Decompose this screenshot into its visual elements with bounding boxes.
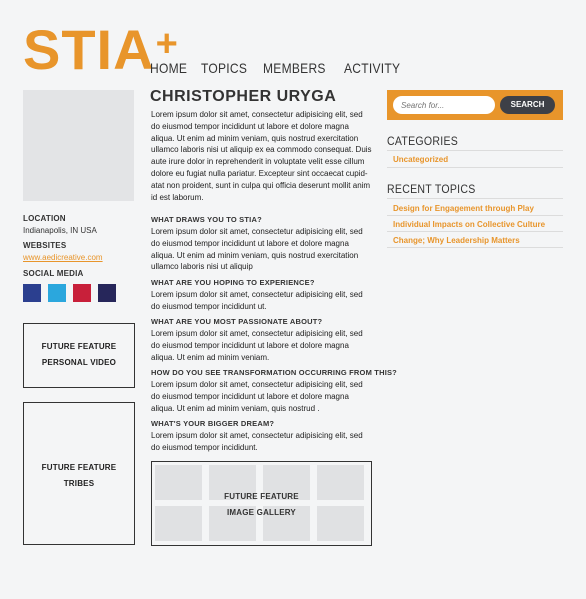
question-4: HOW DO YOU SEE TRANSFORMATION OCCURRING FROM THIS? <box>151 368 397 377</box>
question-2: WHAT ARE YOU HOPING TO EXPERIENCE? <box>151 278 315 287</box>
answer-2: Lorem ipsum dolor sit amet, consectetur adipisicing elit, sed do eiusmod tempor incididunt ut. <box>151 290 363 311</box>
logo-plus: + <box>155 23 179 65</box>
websites-label: WEBSITES <box>23 241 67 250</box>
nav-activity[interactable]: ACTIVITY <box>343 60 401 76</box>
answer-3: Lorem ipsum dolor sit amet, consectetur adipisicing elit, sed do eiusmod tempor incididunt ut labore et dolore magna aliqua. Ut enim ad minim veniam. <box>151 329 363 362</box>
recent-topics-heading: RECENT TOPICS <box>387 182 476 196</box>
question-3: WHAT ARE YOU MOST PASSIONATE ABOUT? <box>151 317 323 326</box>
main-nav <box>150 60 403 76</box>
recent-topic-link[interactable]: Design for Engagement through Play <box>393 204 534 213</box>
search-button[interactable]: SEARCH <box>500 96 555 114</box>
gallery-line2: IMAGE GALLERY <box>227 508 296 517</box>
video-line1: FUTURE FEATURE <box>41 342 117 351</box>
location-value: Indianapolis, IN USA <box>23 226 97 235</box>
answer-1: Lorem ipsum dolor sit amet, consectetur adipisicing elit, sed do eiusmod tempor incididunt ut labore et dolore magna aliqua. Ut enim ad minim veniam, quis nostrud exercitation ullamco laboris nisi ut aliquip <box>151 227 363 272</box>
categories-heading: CATEGORIES <box>387 134 459 148</box>
gallery-line1: FUTURE FEATURE <box>224 492 299 501</box>
website-link[interactable]: www.aedicreative.com <box>23 253 103 262</box>
question-1: WHAT DRAWS YOU TO STIA? <box>151 215 262 224</box>
answer-5: Lorem ipsum dolor sit amet, consectetur adipisicing elit, sed do eiusmod tempor incididunt. <box>151 431 363 452</box>
answer-4: Lorem ipsum dolor sit amet, consectetur adipisicing elit, sed do eiusmod tempor incididunt ut labore et dolore magna aliqua. Ut enim ad minim veniam, quis nostrud . <box>151 380 363 413</box>
nav-topics[interactable]: TOPICS <box>201 60 248 76</box>
social-icon-3[interactable] <box>73 284 91 302</box>
profile-photo-placeholder <box>23 90 134 201</box>
social-icon-1[interactable] <box>23 284 41 302</box>
personal-video-placeholder <box>23 323 135 388</box>
search-input[interactable] <box>393 96 495 114</box>
video-line2: PERSONAL VIDEO <box>41 358 117 367</box>
divider <box>387 247 563 248</box>
profile-bio: Lorem ipsum dolor sit amet, consectetur adipisicing elit, sed do eiusmod tempor incididunt ut labore et dolore magna aliqua. Ut enim ad minim veniam, quis nostrud exercitation ullamco laboris nisi ut aliquip ex ea commodo consequat. Duis aute irure dolor in reprehenderit in voluptate velit esse cillum dolore eu fugiat nulla pariatur. Excepteur sint occaecat cupid-atat non proident, sunt in culpa qui officia deserunt mollit anim id est laborum. <box>151 110 372 202</box>
profile-name: CHRISTOPHER URYGA <box>150 88 337 105</box>
divider <box>387 167 563 168</box>
social-icon-4[interactable] <box>98 284 116 302</box>
image-gallery-placeholder <box>151 461 372 546</box>
category-link[interactable]: Uncategorized <box>393 155 449 164</box>
nav-members[interactable]: MEMBERS <box>262 60 326 76</box>
tribes-line1: FUTURE FEATURE <box>41 463 117 472</box>
social-icons <box>23 284 116 302</box>
recent-topic-link[interactable]: Individual Impacts on Collective Culture <box>393 220 546 229</box>
question-5: WHAT'S YOUR BIGGER DREAM? <box>151 419 275 428</box>
divider <box>387 231 563 232</box>
divider <box>387 150 563 151</box>
social-media-label: SOCIAL MEDIA <box>23 269 84 278</box>
categories-heading-wrap <box>387 132 468 150</box>
nav-home[interactable]: HOME <box>150 60 188 76</box>
recent-topics-heading-wrap <box>387 180 488 198</box>
location-label: LOCATION <box>23 214 66 223</box>
tribes-line2: TRIBES <box>63 479 95 488</box>
search-bar <box>387 90 563 120</box>
divider <box>387 215 563 216</box>
social-icon-2[interactable] <box>48 284 66 302</box>
gallery-caption <box>152 492 371 517</box>
recent-topic-link[interactable]: Change; Why Leadership Matters <box>393 236 520 245</box>
tribes-placeholder <box>23 402 135 545</box>
divider <box>387 198 563 199</box>
logo-text: STIA <box>23 18 155 81</box>
